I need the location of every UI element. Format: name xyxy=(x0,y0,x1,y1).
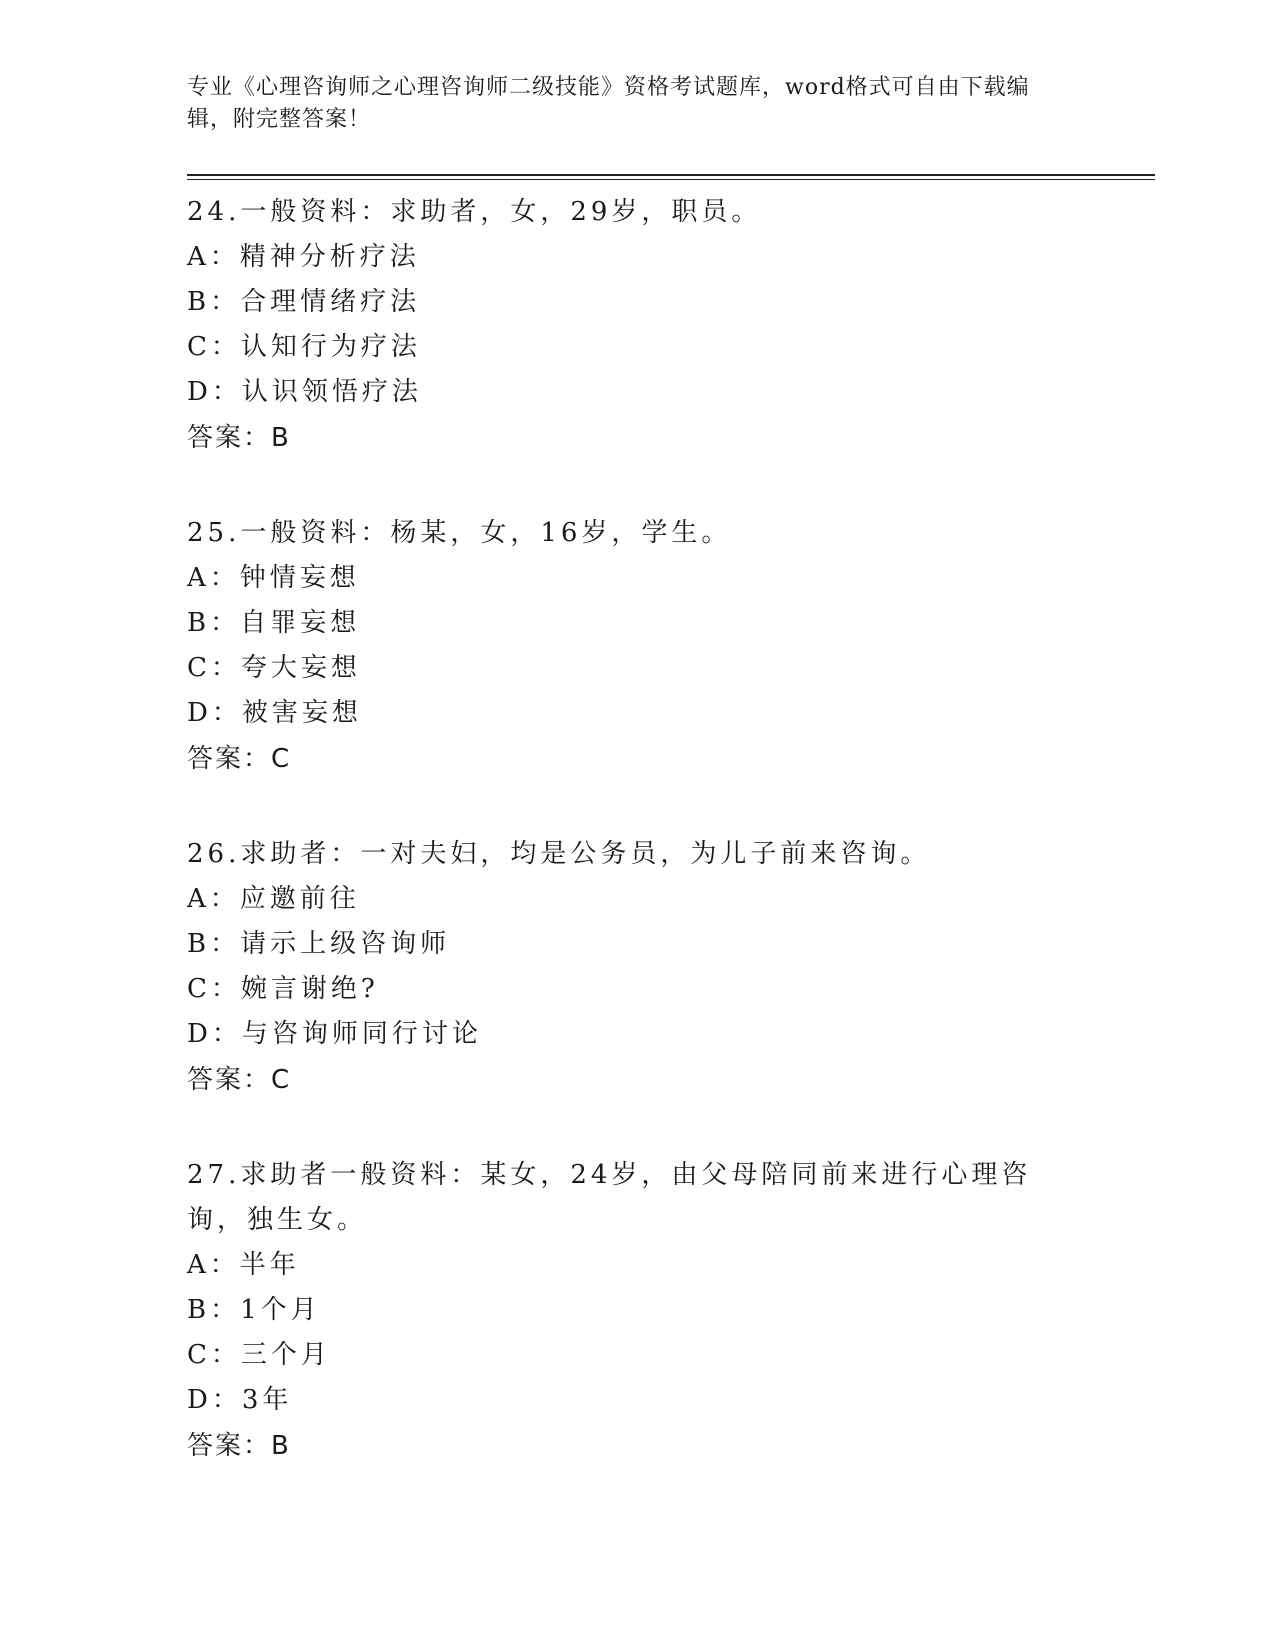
answer-line: 答案：C xyxy=(187,1065,292,1095)
question-stem: 27.求助者一般资料：某女，24岁，由父母陪同前来进行心理咨询，独生女。 xyxy=(187,1160,1032,1235)
option-d: D：认识领悟疗法 xyxy=(187,377,422,407)
option-d: D：被害妄想 xyxy=(187,698,362,728)
document-page xyxy=(187,72,1147,1519)
question-24 xyxy=(187,190,1147,461)
option-c: C：认知行为疗法 xyxy=(187,332,421,362)
option-d: D：与咨询师同行讨论 xyxy=(187,1019,482,1049)
document-header: 专业《心理咨询师之心理咨询师二级技能》资格考试题库，word格式可自由下载编辑，附完整答案！ xyxy=(187,75,1030,132)
option-a: A：钟情妄想 xyxy=(187,563,360,593)
answer-line: 答案：B xyxy=(187,1431,291,1461)
question-25 xyxy=(187,511,1147,782)
option-b: B：1个月 xyxy=(187,1295,321,1325)
question-stem: 24.一般资料：求助者，女，29岁，职员。 xyxy=(187,197,762,227)
question-stem: 25.一般资料：杨某，女，16岁，学生。 xyxy=(187,518,732,548)
option-c: C：三个月 xyxy=(187,1340,331,1370)
answer-line: 答案：C xyxy=(187,744,292,774)
option-b: B：自罪妄想 xyxy=(187,608,361,638)
option-d: D：3年 xyxy=(187,1385,293,1415)
option-b: B：请示上级咨询师 xyxy=(187,929,451,959)
question-26 xyxy=(187,832,1147,1103)
question-list xyxy=(187,190,1147,1469)
question-27 xyxy=(187,1153,1147,1469)
option-c: C：婉言谢绝? xyxy=(187,974,379,1004)
option-b: B：合理情绪疗法 xyxy=(187,287,421,317)
option-a: A：应邀前往 xyxy=(187,884,360,914)
option-a: A：半年 xyxy=(187,1250,300,1280)
option-c: C：夸大妄想 xyxy=(187,653,361,683)
header-divider xyxy=(187,174,1155,180)
question-stem: 26.求助者：一对夫妇，均是公务员，为儿子前来咨询。 xyxy=(187,839,931,869)
answer-line: 答案：B xyxy=(187,423,291,453)
option-a: A：精神分析疗法 xyxy=(187,242,420,272)
